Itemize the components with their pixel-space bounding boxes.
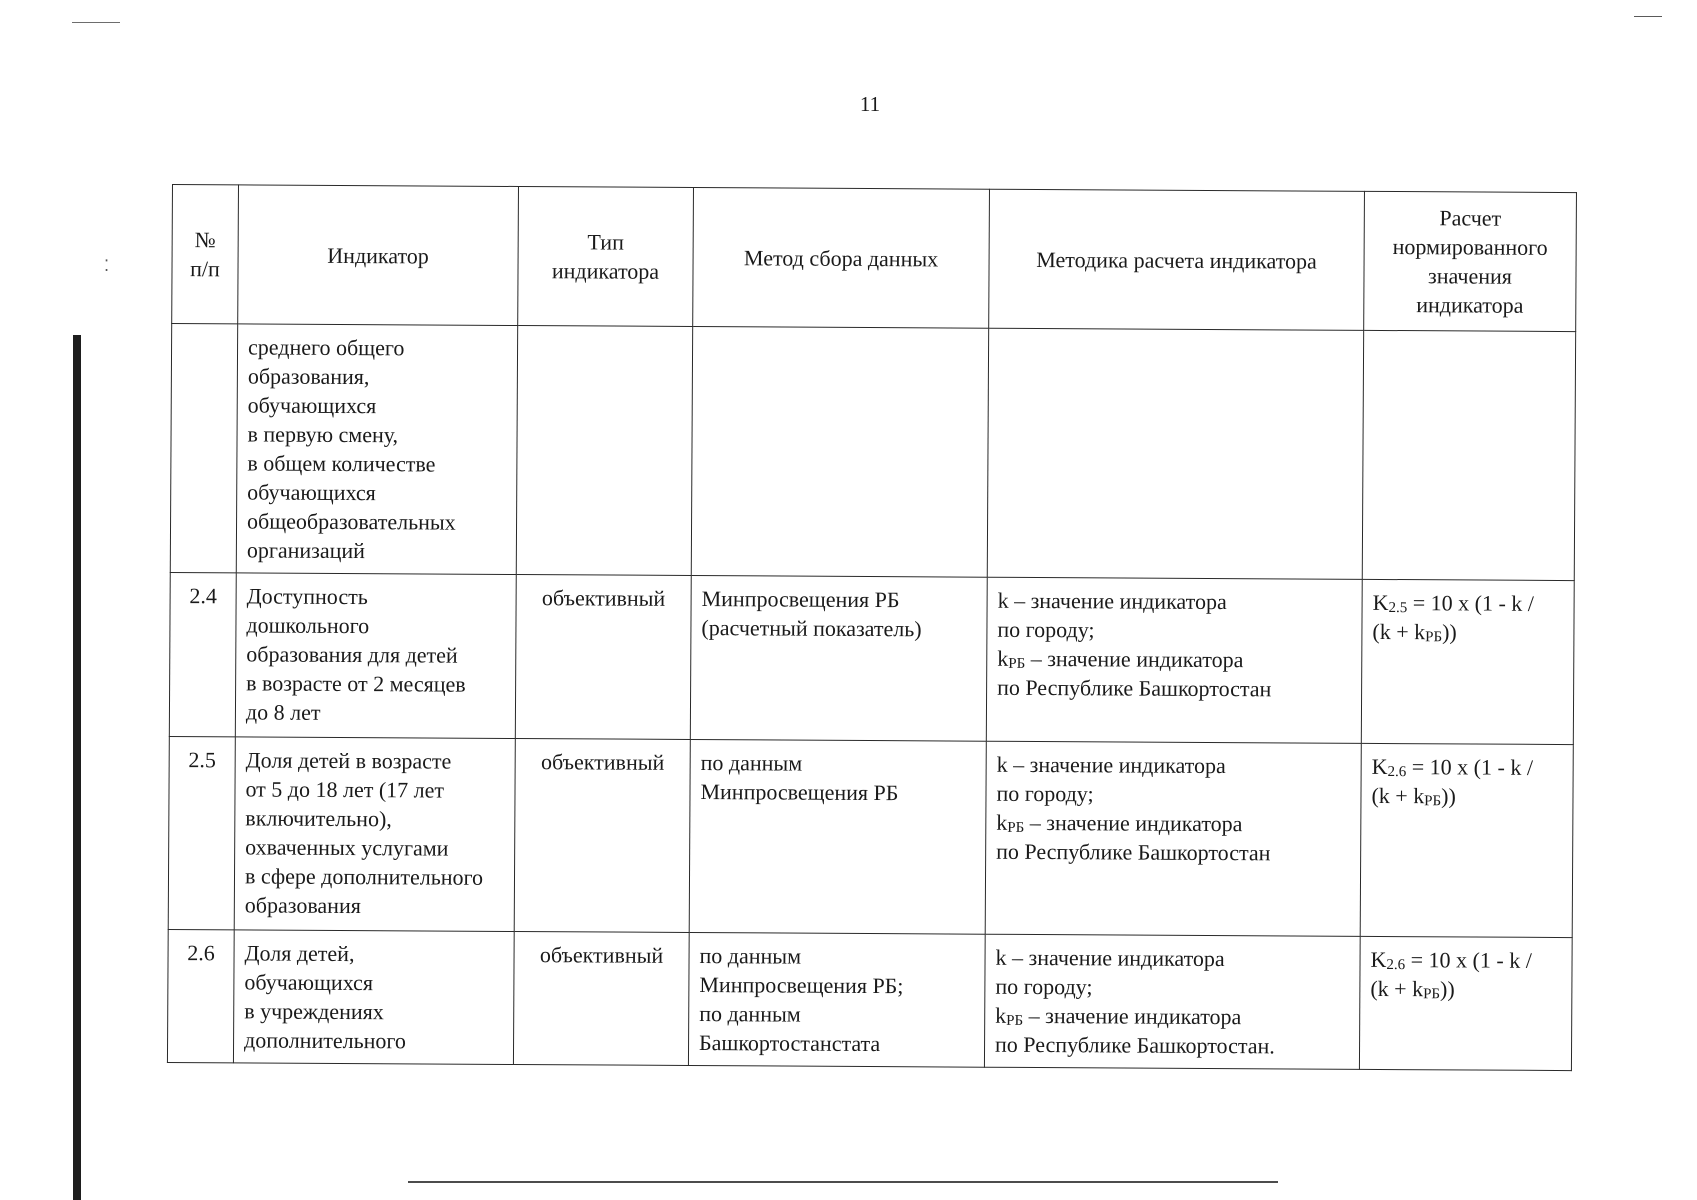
formula-text: = 10 x (1 - k / xyxy=(1406,754,1534,780)
formula-line xyxy=(1371,781,1562,811)
methodology-text: – значение индикатора xyxy=(1023,1002,1242,1030)
k-rb-symbol: k xyxy=(995,1002,1007,1028)
cell-indicator: Доля детей в возрасте от 5 до 18 лет (17 лет включительно), охваченных услугами в сфере дополнительного образования xyxy=(234,737,515,932)
k-rb-subscript: РБ xyxy=(1008,655,1026,672)
cell-calc xyxy=(1362,330,1575,580)
methodology-text: – значение индикатора xyxy=(1025,645,1244,673)
methodology-line: по городу; xyxy=(995,973,1093,1000)
cell-indicator: Доля детей, обучающихся в учреждениях дополнительного xyxy=(233,930,514,1065)
formula-k: K xyxy=(1370,946,1387,973)
methodology-line: k – значение индикатора xyxy=(995,944,1225,972)
cell-number: 2.6 xyxy=(167,929,234,1062)
cell-type: объективный xyxy=(515,574,691,739)
formula-line xyxy=(1370,945,1561,975)
scan-edge-shadow xyxy=(73,335,81,1200)
cell-type xyxy=(516,325,692,575)
scan-artifact-bottom-line xyxy=(408,1181,1278,1183)
col-header-method: Метод сбора данных xyxy=(693,188,990,329)
formula-text: )) xyxy=(1440,976,1455,1002)
table-row xyxy=(170,324,1575,581)
cell-indicator: Доступность дошкольного образования для детей в возрасте от 2 месяцев до 8 лет xyxy=(235,573,516,739)
col-header-number: № п/п xyxy=(172,185,239,324)
cell-type: объективный xyxy=(514,738,690,932)
cell-calc xyxy=(1360,743,1573,937)
formula-text: (k + k xyxy=(1371,782,1425,809)
formula-subscript: 2.6 xyxy=(1386,957,1406,974)
cell-methodology xyxy=(986,577,1362,743)
k-rb-symbol: k xyxy=(996,809,1008,835)
table-header-row xyxy=(172,185,1577,332)
formula-k: K xyxy=(1371,753,1388,780)
cell-method xyxy=(691,327,988,578)
methodology-line: по Республике Башкортостан xyxy=(997,674,1272,702)
formula-line xyxy=(1372,752,1563,782)
cell-methodology xyxy=(985,741,1361,936)
col-header-calc: Расчет нормированного значения индикатора xyxy=(1364,191,1577,331)
formula-text: (k + k xyxy=(1372,618,1426,645)
k-rb-subscript: РБ xyxy=(1007,819,1025,836)
formula-subscript: 2.5 xyxy=(1388,600,1408,617)
formula-subscript: РБ xyxy=(1425,629,1443,646)
methodology-line: k – значение индикатора xyxy=(996,751,1226,779)
indicator-table xyxy=(167,184,1577,1071)
formula-line xyxy=(1372,617,1563,647)
col-header-indicator: Индикатор xyxy=(238,185,519,326)
cell-number: 2.4 xyxy=(169,572,236,736)
cell-number: 2.5 xyxy=(168,736,235,929)
scan-artifact-top-left xyxy=(72,22,120,23)
methodology-line: по Республике Башкортостан xyxy=(996,838,1271,866)
cell-indicator: среднего общего образования, обучающихся в первую смену, в общем количестве обучающихся общеобразовательных организаций xyxy=(236,324,517,575)
formula-text: = 10 x (1 - k / xyxy=(1407,590,1534,616)
cell-method: Минпросвещения РБ (расчетный показатель) xyxy=(690,575,987,741)
methodology-line: по городу; xyxy=(997,616,1095,643)
cell-calc xyxy=(1361,579,1574,744)
formula-subscript: РБ xyxy=(1423,986,1441,1003)
methodology-text: – значение индикатора xyxy=(1024,809,1243,837)
cell-methodology xyxy=(984,934,1360,1069)
k-rb-symbol: k xyxy=(997,645,1009,671)
methodology-line xyxy=(995,1001,1349,1032)
cell-method: по данным Минпросвещения РБ; по данным Башкортостанстата xyxy=(688,932,985,1067)
formula-text: )) xyxy=(1441,783,1456,809)
formula-line xyxy=(1373,588,1564,618)
formula-line xyxy=(1370,974,1561,1004)
methodology-line: k – значение индикатора xyxy=(997,587,1227,615)
cell-method: по данным Минпросвещения РБ xyxy=(689,739,986,934)
cell-type: объективный xyxy=(513,931,689,1065)
methodology-line xyxy=(996,808,1350,839)
table-row xyxy=(168,736,1573,937)
cell-methodology xyxy=(987,328,1363,579)
col-header-type: Тип индикатора xyxy=(518,186,694,326)
formula-text: )) xyxy=(1442,619,1457,645)
col-header-methodology: Методика расчета индикатора xyxy=(989,189,1365,330)
formula-subscript: 2.6 xyxy=(1387,764,1407,781)
formula-text: (k + k xyxy=(1370,975,1424,1002)
cell-calc xyxy=(1359,936,1572,1070)
formula-text: = 10 x (1 - k / xyxy=(1405,947,1532,973)
table-row xyxy=(167,929,1572,1070)
scan-speck: ⁚ xyxy=(104,258,110,275)
k-rb-subscript: РБ xyxy=(1006,1012,1024,1029)
methodology-line: по Республике Башкортостан. xyxy=(994,1031,1275,1059)
table-row xyxy=(169,572,1574,744)
methodology-line: по городу; xyxy=(996,780,1094,807)
scan-artifact-top-right xyxy=(1634,16,1662,17)
formula-subscript: РБ xyxy=(1424,793,1442,810)
page-number: 11 xyxy=(859,92,881,116)
formula-k: K xyxy=(1372,589,1389,616)
cell-number xyxy=(170,324,237,573)
methodology-line xyxy=(997,644,1351,675)
